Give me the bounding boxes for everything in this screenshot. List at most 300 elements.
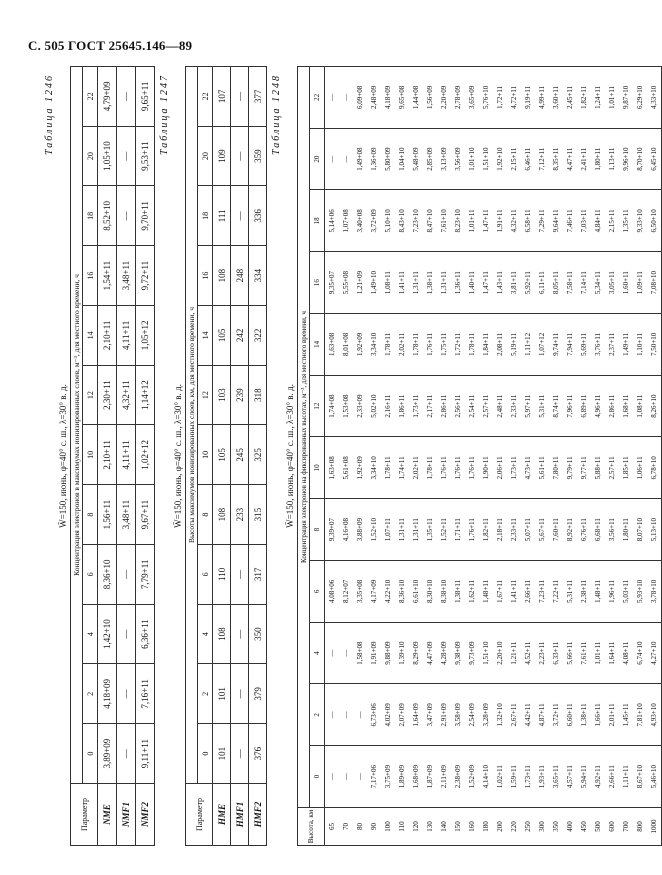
height-cell: 140 bbox=[437, 808, 451, 846]
table-1247-label: Таблица 1247 bbox=[159, 74, 170, 155]
value-cell: 2,01+11 bbox=[605, 684, 619, 746]
value-cell: 7,96+11 bbox=[563, 375, 577, 437]
value-cell: 1,85+11 bbox=[619, 437, 633, 499]
value-cell: 1,58+08 bbox=[353, 622, 367, 684]
value-cell: 8,26+10 bbox=[647, 375, 662, 437]
value-cell: 233 bbox=[231, 485, 249, 545]
column-header: 2 bbox=[198, 664, 213, 724]
value-cell: 315 bbox=[249, 485, 267, 545]
value-cell: 6,74+10 bbox=[633, 622, 647, 684]
value-cell: — bbox=[339, 684, 353, 746]
column-header: 14 bbox=[310, 314, 325, 376]
value-cell: 1,11+12 bbox=[521, 314, 535, 376]
value-cell: 2,54+11 bbox=[465, 375, 479, 437]
column-header: 22 bbox=[83, 67, 98, 127]
value-cell: — bbox=[117, 186, 136, 246]
value-cell: 2,38+09 bbox=[451, 746, 465, 808]
value-cell: — bbox=[231, 67, 249, 127]
value-cell: 1,64+09 bbox=[409, 684, 423, 746]
column-header: 12 bbox=[83, 365, 98, 425]
value-cell: 2,38+11 bbox=[577, 561, 591, 623]
value-cell: 4,14+10 bbox=[479, 746, 493, 808]
value-cell: 1,01+11 bbox=[605, 67, 619, 129]
value-cell: 1,51+10 bbox=[479, 622, 493, 684]
height-cell: 110 bbox=[395, 808, 409, 846]
table-1247-block bbox=[159, 66, 267, 846]
value-cell: 1,76+11 bbox=[423, 314, 437, 376]
value-cell: 8,05+11 bbox=[549, 252, 563, 314]
value-cell: 6,46+11 bbox=[521, 128, 535, 190]
value-cell: 4,28+09 bbox=[437, 622, 451, 684]
value-cell: 6,78+10 bbox=[647, 437, 662, 499]
value-cell: 1,06+11 bbox=[633, 437, 647, 499]
value-cell: 2,67+11 bbox=[507, 684, 521, 746]
value-cell: 5,10+10 bbox=[381, 190, 395, 252]
value-cell: — bbox=[117, 126, 136, 186]
table-row bbox=[213, 67, 231, 846]
value-cell: 1,08+11 bbox=[633, 375, 647, 437]
height-cell: 500 bbox=[591, 808, 605, 846]
value-cell: 1,40+11 bbox=[465, 252, 479, 314]
value-cell: 5,66+11 bbox=[563, 622, 577, 684]
column-header: 8 bbox=[310, 499, 325, 561]
table-1247-caption: Высоты максимумов ионизированных слоев, км, для местного времени, ч bbox=[186, 67, 198, 784]
column-header: 12 bbox=[198, 365, 213, 425]
value-cell: 4,16+08 bbox=[339, 499, 353, 561]
value-cell: 1,76+11 bbox=[437, 437, 451, 499]
value-cell: 7,81+10 bbox=[633, 684, 647, 746]
value-cell: — bbox=[325, 128, 340, 190]
value-cell: 5,67+11 bbox=[535, 499, 549, 561]
value-cell: 2,86+11 bbox=[437, 375, 451, 437]
height-cell: 100 bbox=[381, 808, 395, 846]
value-cell: 4,72+11 bbox=[507, 67, 521, 129]
value-cell: 4,93+10 bbox=[647, 684, 662, 746]
table-row bbox=[577, 67, 591, 846]
height-cell: 200 bbox=[493, 808, 507, 846]
value-cell: 1,73+11 bbox=[409, 375, 423, 437]
table-row bbox=[535, 67, 549, 846]
column-header-row bbox=[198, 67, 213, 846]
value-cell: 1,21+11 bbox=[507, 622, 521, 684]
table-row bbox=[409, 67, 423, 846]
value-cell: 1,01+11 bbox=[465, 190, 479, 252]
height-cell: 450 bbox=[577, 808, 591, 846]
height-cell: 80 bbox=[353, 808, 367, 846]
value-cell: 2,57+11 bbox=[479, 375, 493, 437]
value-cell: 7,80+11 bbox=[549, 437, 563, 499]
value-cell: 108 bbox=[213, 604, 231, 664]
value-cell: — bbox=[117, 724, 136, 784]
table-row bbox=[437, 67, 451, 846]
value-cell: 8,38+10 bbox=[437, 561, 451, 623]
table-row bbox=[563, 67, 577, 846]
value-cell: 1,31+11 bbox=[409, 252, 423, 314]
value-cell: 110 bbox=[213, 545, 231, 605]
table-1246 bbox=[70, 66, 155, 846]
value-cell: 2,30+11 bbox=[98, 365, 117, 425]
value-cell: 1,31+11 bbox=[409, 499, 423, 561]
value-cell: 4,87+11 bbox=[535, 684, 549, 746]
height-cell: 120 bbox=[409, 808, 423, 846]
value-cell: 2,33+11 bbox=[507, 375, 521, 437]
value-cell: 5,14+06 bbox=[325, 190, 340, 252]
value-cell: 4,92+11 bbox=[591, 746, 605, 808]
value-cell: 1,80+11 bbox=[619, 499, 633, 561]
column-header: 12 bbox=[310, 375, 325, 437]
value-cell: 6,61+10 bbox=[409, 561, 423, 623]
value-cell: 8,43+10 bbox=[395, 190, 409, 252]
value-cell: 1,59+11 bbox=[507, 746, 521, 808]
height-header: Высота, км bbox=[298, 808, 325, 846]
value-cell: 1,41+11 bbox=[507, 561, 521, 623]
height-cell: 150 bbox=[451, 808, 465, 846]
column-header: 18 bbox=[198, 186, 213, 246]
value-cell: — bbox=[231, 724, 249, 784]
value-cell: 2,85+09 bbox=[423, 128, 437, 190]
value-cell: 9,11+11 bbox=[136, 724, 155, 784]
table-row bbox=[395, 67, 409, 846]
value-cell: 9,77+11 bbox=[577, 437, 591, 499]
value-cell: 7,03+11 bbox=[577, 190, 591, 252]
column-header: 4 bbox=[83, 604, 98, 664]
value-cell: 1,47+11 bbox=[479, 190, 493, 252]
value-cell: 1,75+11 bbox=[437, 314, 451, 376]
table-1246-label: Таблица 1246 bbox=[44, 74, 55, 155]
value-cell: 2,33+09 bbox=[353, 375, 367, 437]
value-cell: — bbox=[231, 126, 249, 186]
height-cell: 90 bbox=[367, 808, 381, 846]
table-1248-label: Таблица 1248 bbox=[271, 74, 282, 155]
value-cell: 2,08+11 bbox=[493, 314, 507, 376]
value-cell: 9,73+09 bbox=[465, 622, 479, 684]
param-cell: NME bbox=[98, 784, 117, 846]
value-cell: 1,63+08 bbox=[325, 314, 340, 376]
value-cell: 6,33+11 bbox=[549, 622, 563, 684]
table-row bbox=[619, 67, 633, 846]
value-cell: 239 bbox=[231, 365, 249, 425]
value-cell: 1,82+11 bbox=[577, 67, 591, 129]
value-cell: 2,45+11 bbox=[563, 67, 577, 129]
column-header: 16 bbox=[198, 246, 213, 306]
value-cell: 2,66+11 bbox=[521, 561, 535, 623]
value-cell: 101 bbox=[213, 724, 231, 784]
value-cell: 350 bbox=[249, 604, 267, 664]
value-cell: — bbox=[231, 664, 249, 724]
table-row bbox=[465, 67, 479, 846]
table-1246-block bbox=[44, 66, 155, 846]
height-cell: 180 bbox=[479, 808, 493, 846]
value-cell: 1,45+11 bbox=[619, 684, 633, 746]
value-cell: 5,88+11 bbox=[591, 437, 605, 499]
value-cell: 1,42+10 bbox=[98, 604, 117, 664]
value-cell: — bbox=[117, 664, 136, 724]
value-cell: 3,48+11 bbox=[117, 246, 136, 306]
column-header: 22 bbox=[198, 67, 213, 127]
value-cell: 6,60+11 bbox=[563, 684, 577, 746]
value-cell: 109 bbox=[213, 126, 231, 186]
height-cell: 65 bbox=[325, 808, 340, 846]
value-cell: 3,47+09 bbox=[423, 684, 437, 746]
value-cell: 2,23+11 bbox=[535, 622, 549, 684]
value-cell: 9,65+08 bbox=[395, 67, 409, 129]
value-cell: 1,41+11 bbox=[395, 252, 409, 314]
rotated-page-content bbox=[44, 66, 658, 846]
value-cell: 1,90+11 bbox=[479, 437, 493, 499]
value-cell: 6,50+10 bbox=[647, 190, 662, 252]
value-cell: 8,92+11 bbox=[563, 499, 577, 561]
value-cell: 9,87+10 bbox=[619, 67, 633, 129]
column-header: 16 bbox=[83, 246, 98, 306]
value-cell: — bbox=[231, 186, 249, 246]
value-cell: 4,42+11 bbox=[521, 684, 535, 746]
table-1246-subtitle: W̄=150, июнь, φ=40° с. ш., λ=30° в. д. bbox=[58, 384, 68, 528]
value-cell: 1,82+11 bbox=[479, 499, 493, 561]
height-cell: 160 bbox=[465, 808, 479, 846]
value-cell: 1,35+11 bbox=[423, 499, 437, 561]
value-cell: 1,91+11 bbox=[493, 190, 507, 252]
value-cell: 1,78+11 bbox=[423, 437, 437, 499]
value-cell: 4,96+11 bbox=[591, 375, 605, 437]
value-cell: 7,29+11 bbox=[535, 190, 549, 252]
value-cell: 1,52+09 bbox=[465, 746, 479, 808]
value-cell: 1,39+10 bbox=[395, 622, 409, 684]
height-cell: 600 bbox=[605, 808, 619, 846]
table-row bbox=[325, 67, 340, 846]
value-cell: 1,31+11 bbox=[437, 252, 451, 314]
value-cell: 5,13+10 bbox=[647, 499, 662, 561]
value-cell: 8,30+10 bbox=[423, 561, 437, 623]
value-cell: 1,92+10 bbox=[493, 128, 507, 190]
value-cell: 4,17+09 bbox=[367, 561, 381, 623]
table-1248-block bbox=[271, 66, 662, 846]
value-cell: 3,60+11 bbox=[549, 67, 563, 129]
value-cell: 1,44+08 bbox=[409, 67, 423, 129]
value-cell: 2,48+09 bbox=[367, 67, 381, 129]
height-cell: 700 bbox=[619, 808, 633, 846]
value-cell: 1,68+11 bbox=[619, 375, 633, 437]
value-cell: — bbox=[339, 622, 353, 684]
value-cell: 6,45+10 bbox=[647, 128, 662, 190]
value-cell: 359 bbox=[249, 126, 267, 186]
table-row bbox=[647, 67, 662, 846]
column-header: 6 bbox=[198, 545, 213, 605]
value-cell: 5,03+11 bbox=[619, 561, 633, 623]
value-cell: 7,79+11 bbox=[136, 545, 155, 605]
value-cell: 7,61+10 bbox=[437, 190, 451, 252]
value-cell: 4,99+11 bbox=[535, 67, 549, 129]
value-cell: 1,36+11 bbox=[451, 252, 465, 314]
value-cell: 1,10+11 bbox=[633, 314, 647, 376]
value-cell: 1,89+09 bbox=[395, 746, 409, 808]
value-cell: 1,72+11 bbox=[493, 67, 507, 129]
param-cell: NMF1 bbox=[117, 784, 136, 846]
value-cell: 1,52+10 bbox=[367, 499, 381, 561]
value-cell: 2,20+09 bbox=[437, 67, 451, 129]
value-cell: 4,84+11 bbox=[591, 190, 605, 252]
value-cell: 9,33+10 bbox=[633, 190, 647, 252]
value-cell: 8,74+11 bbox=[549, 375, 563, 437]
table-1248-subtitle: W̄=150, июнь, φ=40° с. ш., λ=30° в. д. bbox=[285, 384, 295, 528]
value-cell: 1,49+11 bbox=[619, 314, 633, 376]
value-cell: 1,78+11 bbox=[381, 314, 395, 376]
value-cell: 1,76+11 bbox=[465, 499, 479, 561]
param-header: Параметр bbox=[71, 784, 98, 846]
value-cell: 1,24+11 bbox=[591, 67, 605, 129]
value-cell: 2,17+11 bbox=[423, 375, 437, 437]
value-cell: 2,16+11 bbox=[381, 375, 395, 437]
height-cell: 130 bbox=[423, 808, 437, 846]
value-cell: 4,47+11 bbox=[563, 128, 577, 190]
value-cell: 4,27+10 bbox=[647, 622, 662, 684]
value-cell: 4,33+10 bbox=[647, 67, 662, 129]
value-cell: 7,50+10 bbox=[647, 314, 662, 376]
value-cell: 108 bbox=[213, 485, 231, 545]
value-cell: 9,35+07 bbox=[325, 252, 340, 314]
value-cell: 5,31+11 bbox=[563, 561, 577, 623]
column-header: 20 bbox=[310, 128, 325, 190]
column-header-row bbox=[310, 67, 325, 846]
value-cell: 1,48+11 bbox=[479, 561, 493, 623]
value-cell: 1,38+11 bbox=[577, 684, 591, 746]
table-1248 bbox=[297, 66, 662, 846]
value-cell: 5,61+08 bbox=[339, 437, 353, 499]
value-cell: 1,62+11 bbox=[465, 561, 479, 623]
value-cell: 7,14+11 bbox=[577, 252, 591, 314]
column-header: 6 bbox=[83, 545, 98, 605]
value-cell: 6,11+11 bbox=[535, 252, 549, 314]
height-cell: 70 bbox=[339, 808, 353, 846]
value-cell: 4,11+11 bbox=[117, 425, 136, 485]
value-cell: 3,13+09 bbox=[437, 128, 451, 190]
value-cell: — bbox=[117, 604, 136, 664]
value-cell: 3,35+08 bbox=[353, 561, 367, 623]
column-header: 18 bbox=[310, 190, 325, 252]
table-row bbox=[136, 67, 155, 846]
table-1247-subtitle: W̄=150, июнь, φ=40° с. ш., λ=30° в. д. bbox=[173, 384, 183, 528]
column-header: 10 bbox=[198, 425, 213, 485]
column-header: 0 bbox=[198, 724, 213, 784]
column-header: 6 bbox=[310, 561, 325, 623]
value-cell: 2,02+11 bbox=[395, 314, 409, 376]
value-cell: 4,57+11 bbox=[563, 746, 577, 808]
value-cell: 1,63+08 bbox=[325, 437, 340, 499]
value-cell: 2,37+11 bbox=[605, 314, 619, 376]
table-1248-caption: Концентрация электронов на фиксированных высотах, м⁻³, для местного времени, ч bbox=[298, 67, 310, 808]
value-cell: 1,48+11 bbox=[591, 561, 605, 623]
value-cell: 2,57+11 bbox=[605, 437, 619, 499]
value-cell: 8,52+10 bbox=[98, 186, 117, 246]
value-cell: 1,49+10 bbox=[367, 252, 381, 314]
value-cell: 2,10+11 bbox=[98, 425, 117, 485]
value-cell: 4,73+11 bbox=[521, 437, 535, 499]
value-cell: 1,73+11 bbox=[507, 437, 521, 499]
value-cell: 1,43+11 bbox=[493, 252, 507, 314]
value-cell: 3,34+10 bbox=[367, 314, 381, 376]
column-header: 20 bbox=[83, 126, 98, 186]
value-cell: 9,72+11 bbox=[136, 246, 155, 306]
value-cell: 1,86+11 bbox=[395, 375, 409, 437]
value-cell: — bbox=[231, 604, 249, 664]
value-cell: 377 bbox=[249, 67, 267, 127]
table-row bbox=[423, 67, 437, 846]
value-cell: 1,21+09 bbox=[353, 252, 367, 314]
value-cell: — bbox=[353, 746, 367, 808]
value-cell: 8,67+10 bbox=[633, 746, 647, 808]
value-cell: 1,05+12 bbox=[136, 306, 155, 366]
table-row bbox=[633, 67, 647, 846]
value-cell: — bbox=[325, 67, 340, 129]
value-cell: 2,02+11 bbox=[409, 437, 423, 499]
value-cell: 9,65+11 bbox=[136, 67, 155, 127]
value-cell: 8,36+10 bbox=[395, 561, 409, 623]
table-row bbox=[521, 67, 535, 846]
table-row bbox=[98, 67, 117, 846]
column-header: 18 bbox=[83, 186, 98, 246]
value-cell: 1,93+11 bbox=[535, 746, 549, 808]
value-cell: 105 bbox=[213, 425, 231, 485]
value-cell: 1,74+11 bbox=[395, 437, 409, 499]
table-row bbox=[231, 67, 249, 846]
value-cell: 4,79+09 bbox=[98, 67, 117, 127]
height-cell: 400 bbox=[563, 808, 577, 846]
value-cell: 1,73+11 bbox=[521, 746, 535, 808]
value-cell: 4,11+11 bbox=[117, 306, 136, 366]
value-cell: — bbox=[231, 545, 249, 605]
value-cell: 2,86+11 bbox=[605, 375, 619, 437]
value-cell: 5,19+11 bbox=[507, 314, 521, 376]
param-cell: HMF1 bbox=[231, 784, 249, 846]
value-cell: 7,60+11 bbox=[549, 499, 563, 561]
column-header: 4 bbox=[310, 622, 325, 684]
value-cell: 4,32+11 bbox=[507, 190, 521, 252]
value-cell: 8,70+10 bbox=[633, 128, 647, 190]
value-cell: 3,76+11 bbox=[591, 314, 605, 376]
value-cell: 1,11+11 bbox=[619, 746, 633, 808]
value-cell: 8,01+08 bbox=[339, 314, 353, 376]
column-header: 8 bbox=[198, 485, 213, 545]
value-cell: 3,56+09 bbox=[451, 128, 465, 190]
value-cell: 1,84+11 bbox=[479, 314, 493, 376]
value-cell: — bbox=[339, 746, 353, 808]
value-cell: 5,93+10 bbox=[633, 561, 647, 623]
value-cell: 5,48+09 bbox=[409, 128, 423, 190]
value-cell: 1,47+11 bbox=[479, 252, 493, 314]
table-row bbox=[339, 67, 353, 846]
value-cell: 2,15+11 bbox=[605, 190, 619, 252]
column-header: 20 bbox=[198, 126, 213, 186]
value-cell: 1,60+11 bbox=[619, 252, 633, 314]
value-cell: 6,68+11 bbox=[591, 499, 605, 561]
table-row bbox=[381, 67, 395, 846]
value-cell: 4,08+11 bbox=[619, 622, 633, 684]
value-cell: 1,02+11 bbox=[493, 746, 507, 808]
param-cell: HMF2 bbox=[249, 784, 267, 846]
column-header: 2 bbox=[310, 684, 325, 746]
table-row bbox=[479, 67, 493, 846]
column-header: 16 bbox=[310, 252, 325, 314]
value-cell: 2,91+09 bbox=[437, 684, 451, 746]
table-row bbox=[451, 67, 465, 846]
param-cell: NMF2 bbox=[136, 784, 155, 846]
value-cell: 3,58+09 bbox=[451, 684, 465, 746]
value-cell: 1,56+09 bbox=[423, 67, 437, 129]
value-cell: 8,36+10 bbox=[98, 545, 117, 605]
value-cell: 6,36+11 bbox=[136, 604, 155, 664]
value-cell: 3,78+10 bbox=[647, 561, 662, 623]
value-cell: 3,72+11 bbox=[549, 684, 563, 746]
value-cell: 4,18+09 bbox=[381, 67, 395, 129]
